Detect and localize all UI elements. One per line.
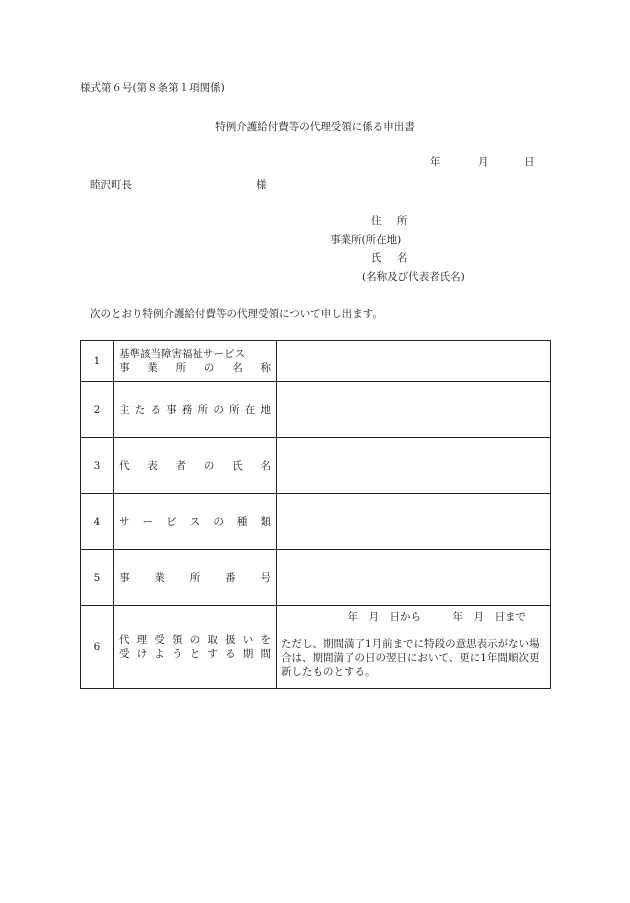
table-row <box>81 606 551 689</box>
row-label <box>114 550 277 606</box>
table-row <box>81 382 551 438</box>
addressee-honorific: 様 <box>256 179 267 191</box>
period-renewal-note: ただし、期間満了1月前までに特段の意思表示がない場合は、期間満了の日の翌日において、更に1年間順次更新したものとする。 <box>281 638 540 678</box>
row-label <box>114 494 277 550</box>
table-row <box>81 341 551 382</box>
value-cell[interactable] <box>277 494 551 550</box>
table-row <box>81 438 551 494</box>
label-line-2: 事業所の名称 <box>119 362 271 374</box>
value-cell[interactable] <box>277 341 551 382</box>
label-text: 主たる事務所の所在地 <box>119 403 271 416</box>
label-text: 代表者の氏名 <box>119 459 271 472</box>
office-location-label: 事業所(所在地) <box>330 234 402 246</box>
row-label <box>114 341 277 382</box>
address-label: 住 所 <box>371 215 414 227</box>
row-number: 2 <box>81 382 114 438</box>
row-number: 6 <box>81 606 114 689</box>
name-label: 氏 名 <box>371 252 414 264</box>
row-number: 3 <box>81 438 114 494</box>
period-cell[interactable] <box>277 606 551 689</box>
table-row <box>81 494 551 550</box>
value-cell[interactable] <box>277 438 551 494</box>
application-table <box>80 340 551 689</box>
row-label <box>114 606 277 689</box>
period-range: 年 月 日から 年 月 日まで <box>347 611 526 623</box>
label-line-2: 受けようとする期間 <box>119 648 271 660</box>
form-number: 様式第６号(第８条第１項関係) <box>80 82 225 94</box>
intro-text: 次のとおり特例介護給付費等の代理受領について申し出ます。 <box>90 308 383 320</box>
label-text: 事業所番号 <box>119 571 271 584</box>
date-day: 日 <box>524 156 535 168</box>
row-number: 1 <box>81 341 114 382</box>
row-number: 5 <box>81 550 114 606</box>
row-number: 4 <box>81 494 114 550</box>
table-row <box>81 550 551 606</box>
value-cell[interactable] <box>277 382 551 438</box>
label-line-1: 代理受領の取扱いを <box>119 634 271 646</box>
value-cell[interactable] <box>277 550 551 606</box>
label-line-1: 基準該当障害福祉サービス <box>119 348 245 360</box>
date-year: 年 <box>430 156 441 168</box>
label-text: サービスの種類 <box>119 515 271 528</box>
date-month: 月 <box>478 156 489 168</box>
addressee-name: 睦沢町長 <box>90 179 132 191</box>
row-label <box>114 382 277 438</box>
row-label <box>114 438 277 494</box>
name-note: (名称及び代表者氏名) <box>362 271 465 283</box>
document-title: 特例介護給付費等の代理受領に係る申出書 <box>215 121 415 133</box>
